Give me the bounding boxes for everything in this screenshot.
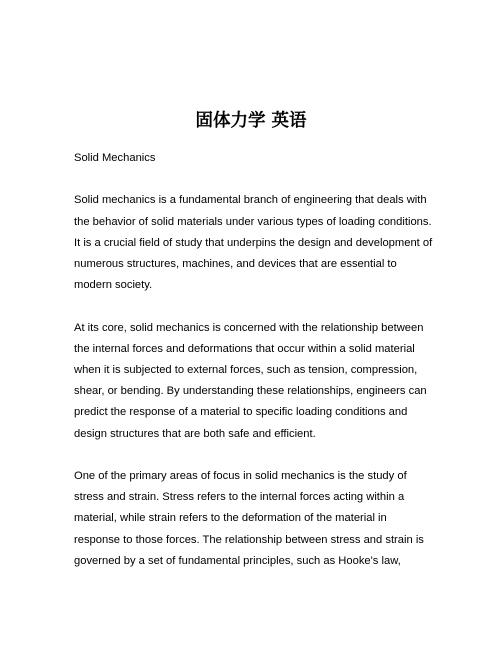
document-title: 固体力学 英语 (195, 111, 307, 131)
paragraph-3: One of the primary areas of focus in solid mechanics is the study of stress and strain. Stress refers to the internal forces acting within a material, while strain refers to the deformation of the material in response to those forces. The relationship between stress and strain is governed by a set of fundamental principles, such as Hooke's law, (74, 470, 424, 567)
paragraph-2: At its core, solid mechanics is concerned with the relationship between the internal forces and deformations that occur within a solid material when it is subjected to external forces, such as tension, compression, shear, or bending. By understanding these relationships, engineers can predict the response of a material to specific loading conditions and design structures that are both safe and efficient. (74, 321, 427, 440)
document-body (74, 148, 434, 593)
paragraph-1: Solid mechanics is a fundamental branch of engineering that deals with the behavior of solid materials under various types of loading conditions. It is a crucial field of study that underpins the design and development of numerous structures, machines, and devices that are essential to modern society. (74, 194, 433, 292)
document-subtitle: Solid Mechanics (74, 152, 156, 164)
